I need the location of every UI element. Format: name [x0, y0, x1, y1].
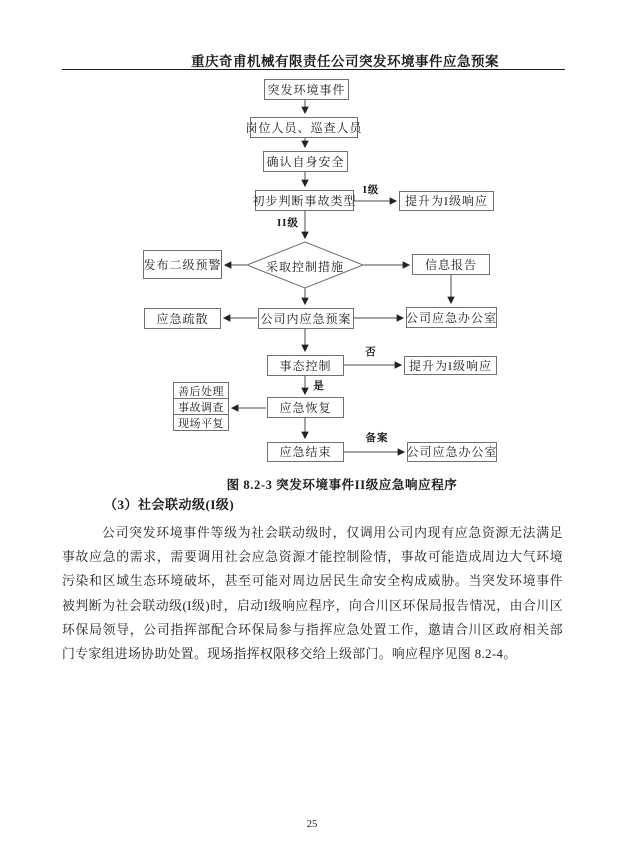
edge-label-record: 备案	[365, 433, 389, 444]
flow-node-aftermath-handle: 善后处理	[173, 382, 229, 399]
page-number: 25	[306, 819, 318, 830]
flow-node-upgrade-level1-top: 提升为I级响应	[399, 191, 494, 211]
flow-node-info-report: 信息报告	[412, 254, 490, 275]
flow-node-company-plan: 公司内应急预案	[258, 308, 354, 329]
flow-node-issue-warning: 发布二级预警	[143, 250, 222, 279]
flow-node-accident-investigation: 事故调查	[173, 398, 229, 415]
flow-node-judge-type: 初步判断事故类型	[255, 190, 354, 211]
flow-node-control-measures: 采取控制措施	[265, 260, 344, 274]
section-heading: （3）社会联动级(I级)	[104, 497, 235, 512]
edge-label-level2: II级	[277, 218, 299, 229]
flow-node-emergency-office-mid: 公司应急办公室	[406, 307, 497, 328]
edge-label-level1: I级	[362, 185, 380, 196]
flow-node-personnel: 岗位人员、巡查人员	[250, 117, 358, 138]
flow-node-confirm-safety: 确认自身安全	[263, 151, 348, 172]
flow-node-recovery: 应急恢复	[267, 397, 344, 418]
header-title: 重庆奇甫机械有限责任公司突发环境事件应急预案	[191, 54, 499, 69]
flow-node-site-restoration: 现场平复	[173, 414, 229, 431]
flow-node-end: 应急结束	[267, 442, 344, 462]
flow-node-start: 突发环境事件	[264, 79, 349, 100]
flow-node-situation-control: 事态控制	[267, 355, 344, 376]
body-paragraph: 公司突发环境事件等级为社会联动级时，仅调用公司内现有应急资源无法满足事故应急的需求，需要调用社会应急资源才能控制险情，事故可能造成周边大气环境污染和区域生态环境破坏，甚至可能对周边居民生命安全构成威胁。当突发环境事件被判断为社会联动级(I级)时，启动I级响应程序，向合川区环保局报告情况，由合川区环保局领导，公司指挥部配合环保局参与指挥应急处置工作，邀请合川区政府相关部门专家组进场协助处置。现场指挥权限移交给上级部门。响应程序见图 8.2-4。	[62, 526, 563, 662]
edge-label-yes: 是	[313, 381, 325, 392]
flow-node-evacuation: 应急疏散	[144, 308, 221, 329]
figure-caption: 图 8.2-3 突发环境事件II级应急响应程序	[226, 478, 458, 492]
edge-label-no: 否	[365, 347, 377, 358]
flow-node-emergency-office-bottom: 公司应急办公室	[407, 442, 497, 462]
flow-node-upgrade-level1-bottom: 提升为I级响应	[404, 356, 497, 375]
